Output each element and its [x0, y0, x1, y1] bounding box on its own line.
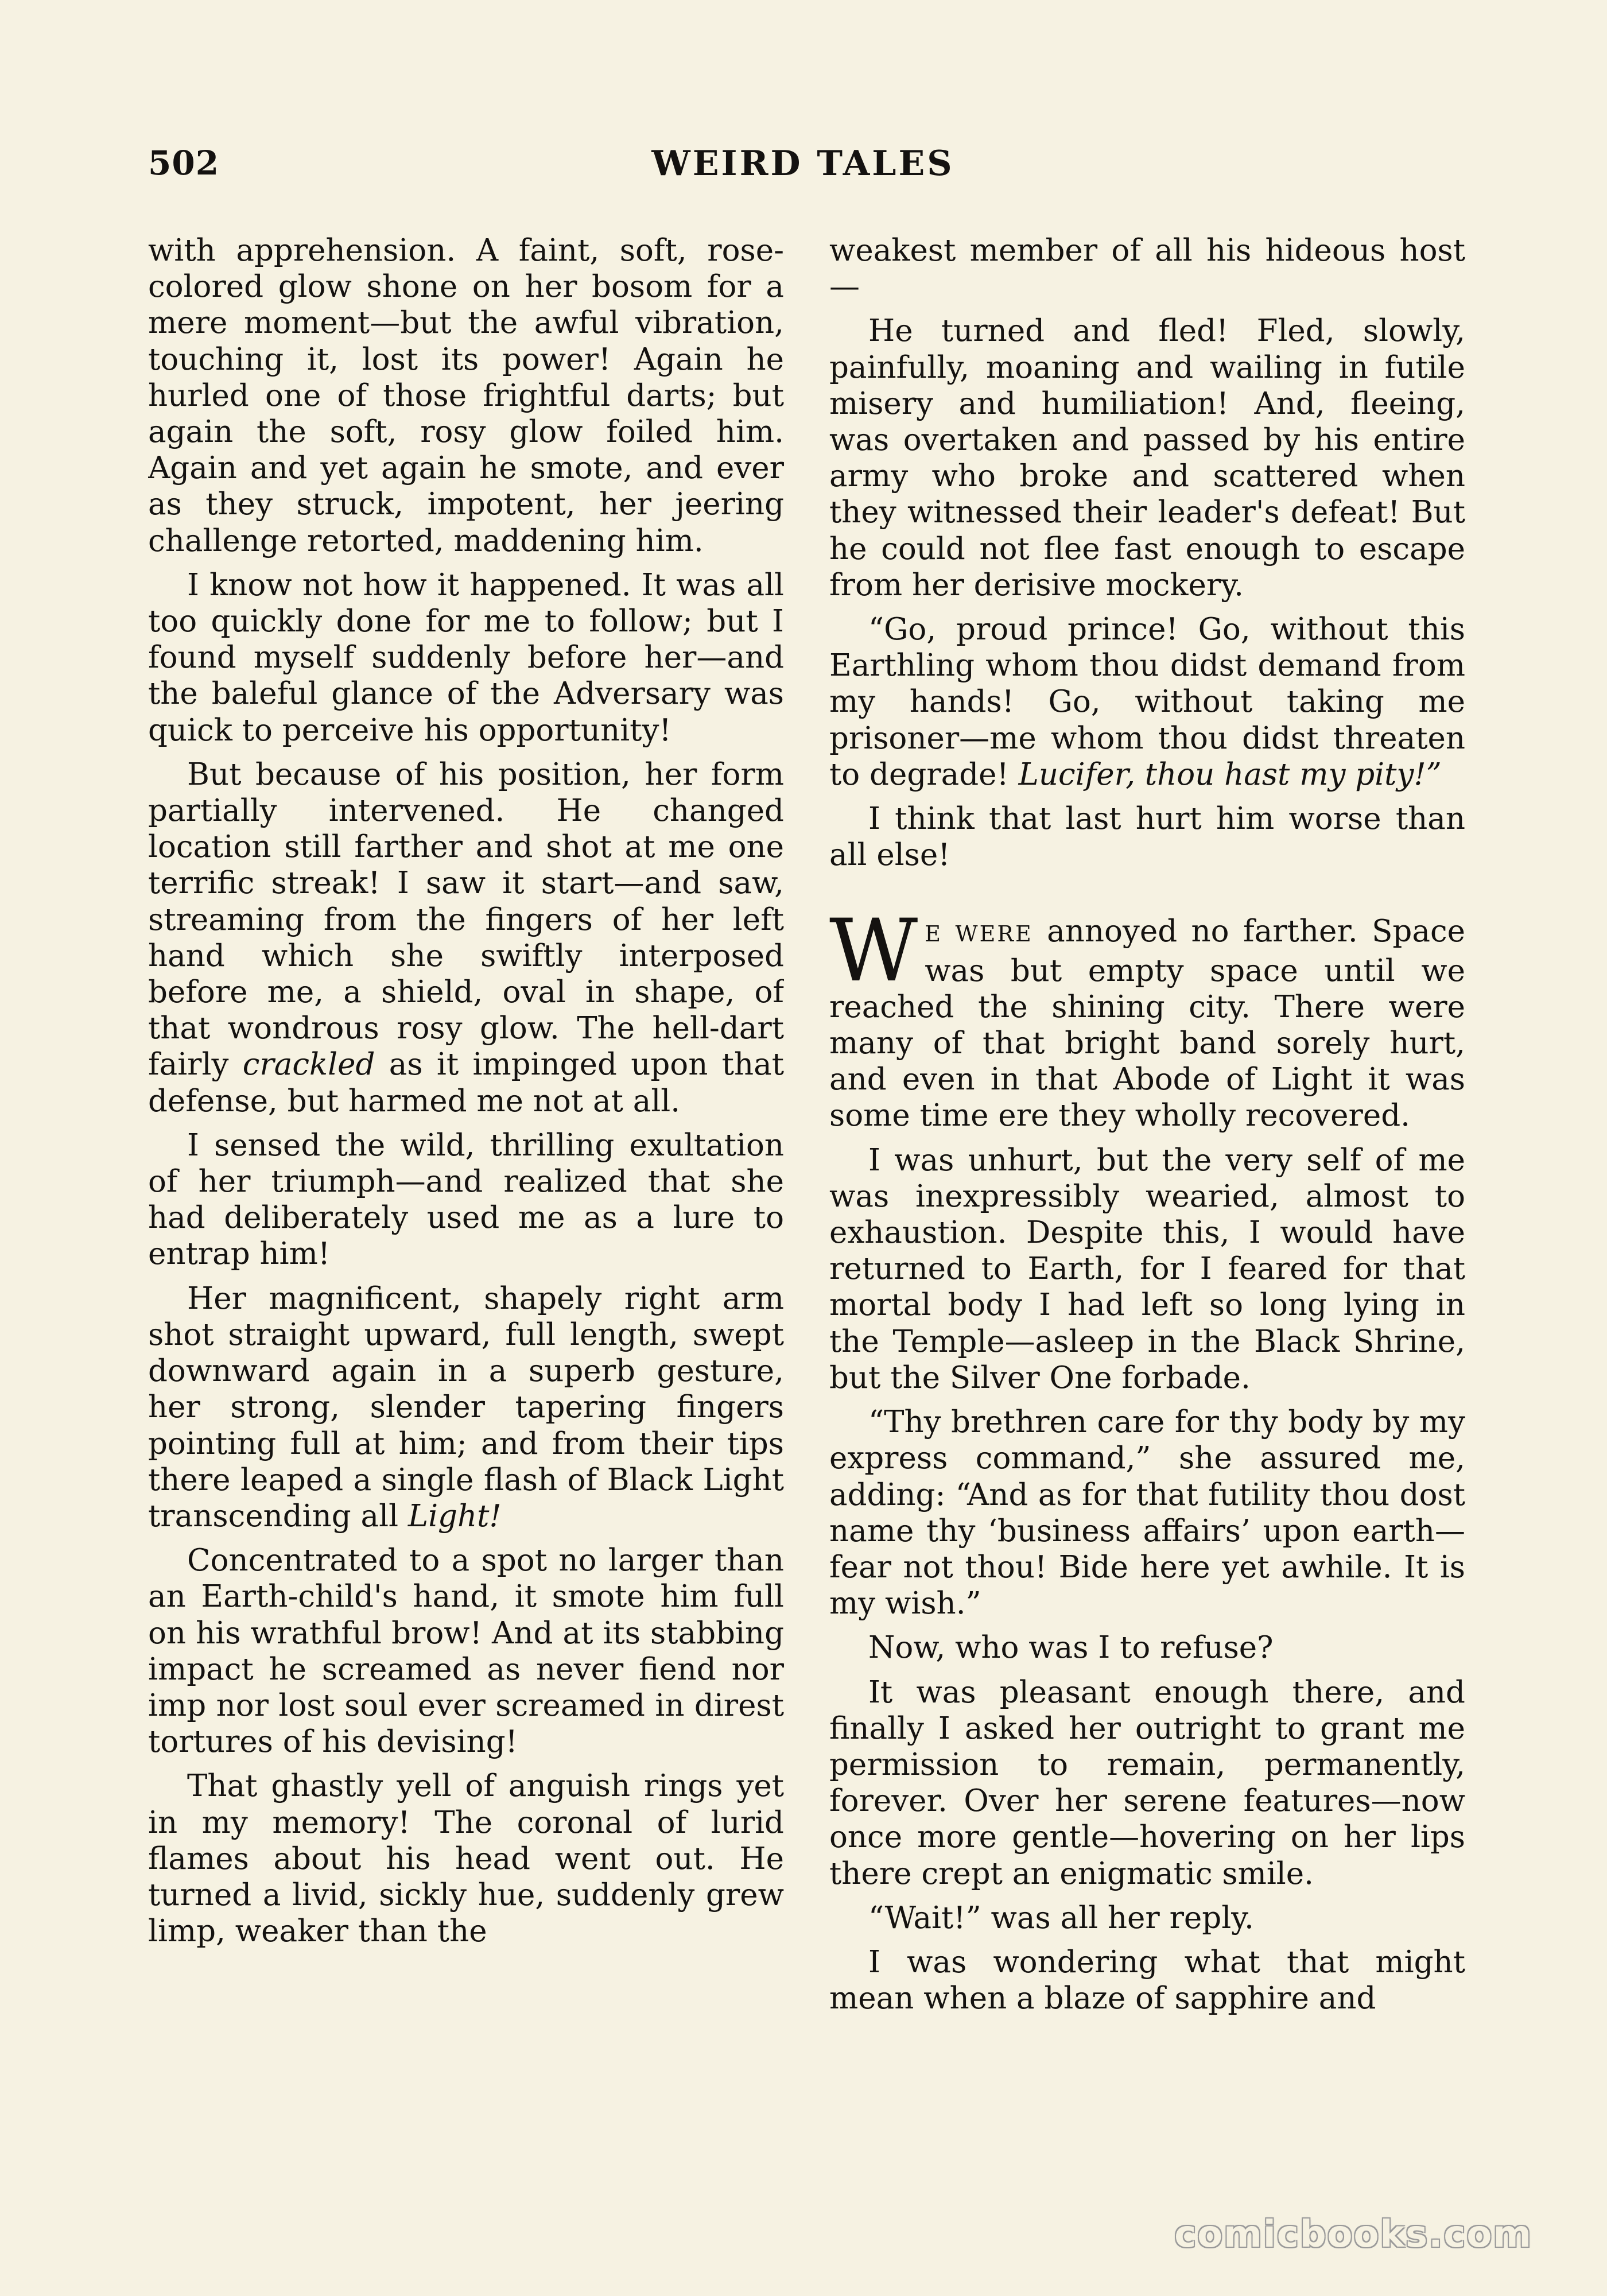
paragraph-text: as it impinged upon that defense, but harmed me not at all.	[148, 1047, 784, 1119]
italic-emphasis: crackled	[242, 1047, 375, 1083]
paragraph: I know not how it happened. It was all too quickly done for me to follow; but I found myself suddenly before her—and the baleful glance of the Adversary was quick to perceive his opportunity!	[148, 567, 784, 748]
paragraph: I sensed the wild, thrilling exultation of her triumph—and realized that she had deliberately used me as a lure to entrap him!	[148, 1127, 784, 1272]
paragraph: Now, who was I to refuse?	[868, 1630, 1274, 1666]
paragraph: “Thy brethren care for thy body by my express command,” she assured me, adding: “And as for that futility thou dost name thy ‘business affairs’ upon earth—fear not thou! Bide here yet awhile. It is my wish.”	[829, 1405, 1465, 1622]
paragraph	[148, 757, 784, 1119]
paragraph-text: Space was but empty space until we reached the shining city. There were many of that bright band sorely hurt, and even in that Abode of Light it was some time ere they wholly recovered.	[829, 914, 1465, 1134]
italic-emphasis: Light!	[407, 1498, 502, 1534]
paragraph: with apprehension. A faint, soft, rose-colored glow shone on her bosom for a mere moment—but the awful vibration, touching it, lost its power! Again he hurled one of those frightful darts; but again the soft, rosy glow foiled him. Again and yet again he smote, and ever as they struck, impotent, her jeering challenge retorted, maddening him.	[148, 233, 784, 559]
page-number: 502	[148, 144, 220, 183]
drop-cap: W	[829, 901, 918, 1002]
paragraph-text: Her magnificent, shapely right arm shot straight upward, full length, swept downward again in a superb gesture, her strong, slender tapering fingers pointing full at him; and from their tips there leaped a single flash of Black Light transcending all	[148, 1281, 784, 1534]
paragraph: That ghastly yell of anguish rings yet in my memory! The coronal of lurid flames about his head went out. He turned a livid, sickly hue, suddenly grew limp, weaker than the	[148, 1768, 784, 1949]
paragraph	[829, 611, 1465, 793]
page-header	[148, 144, 1458, 195]
paragraph: “Wait!” was all her reply.	[868, 1900, 1254, 1936]
paragraph	[148, 1281, 784, 1534]
section-opening-paragraph	[829, 901, 1465, 1134]
paragraph: weakest member of all his hideous host—	[829, 233, 1465, 305]
paragraph-text: “Go, proud prince! Go, without this Earthling whom thou didst demand from my hands! Go, without taking me prisoner—me whom thou didst threaten to degrade!	[829, 612, 1465, 792]
site-watermark: comicbooks.com	[1174, 2213, 1532, 2256]
paragraph: Concentrated to a spot no larger than an Earth-child's hand, it smote him full on his wrathful brow! And at its stabbing impact he screamed as never fiend nor imp nor lost soul ever screamed in direst tortures of his devising!	[148, 1543, 784, 1760]
small-caps-lead: E WERE	[925, 921, 1033, 947]
paragraph: I was wondering what that might mean when a blaze of sapphire and	[829, 1944, 1465, 2016]
paragraph: He turned and fled! Fled, slowly, painfully, moaning and wailing in futile misery and humiliation! And, fleeing, was overtaken and passed by his entire army who broke and scattered when they witnessed their leader's defeat! But he could not flee fast enough to escape from her derisive mockery.	[829, 313, 1465, 603]
paragraph: I think that last hurt him worse than all else!	[829, 801, 1465, 873]
paragraph: I was unhurt, but the very self of me was inexpressibly wearied, almost to exhaustion. Despite this, I would have returned to Earth, for I feared for that mortal body I had left so long lying in the Temple—asleep in the Black Shrine, but the Silver One forbade.	[829, 1142, 1465, 1395]
right-column	[829, 232, 1465, 2144]
italic-emphasis: Lucifer, thou hast my pity!”	[1018, 757, 1442, 792]
paragraph-text: annoyed no farther.	[1032, 914, 1358, 949]
left-column	[148, 232, 784, 2144]
paragraph-text: But because of his position, her form partially intervened. He changed location still farther and shot at me one terrific streak! I saw it start—and saw, streaming from the fingers of her left hand which she swiftly interposed before me, a shield, oval in shape, of that wondrous rosy glow. The hell-dart fairly	[148, 757, 784, 1083]
running-title: WEIRD TALES	[651, 144, 954, 184]
paragraph: It was pleasant enough there, and finally I asked her outright to grant me permission to remain, permanently, forever. Over her serene features—now once more gentle—hovering on her lips there crept an enigmatic smile.	[829, 1674, 1465, 1891]
